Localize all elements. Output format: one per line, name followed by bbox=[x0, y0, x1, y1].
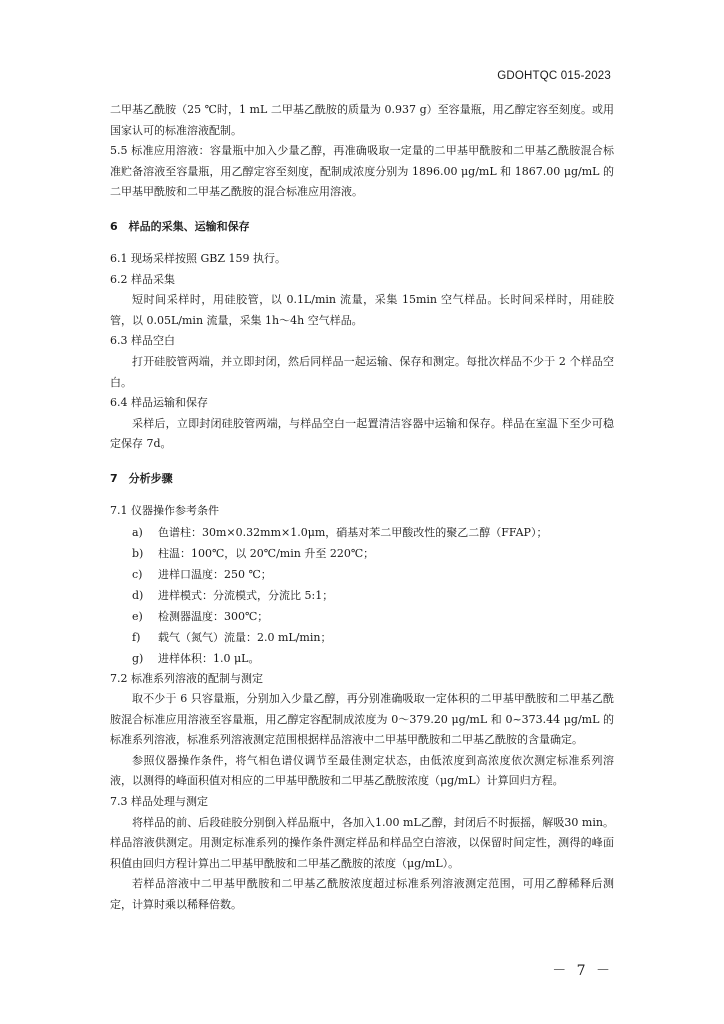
clause-6-3-title: 6.3 样品空白 bbox=[110, 334, 175, 348]
condition-text: 载气（氮气）流量：2.0 mL/min； bbox=[158, 630, 332, 644]
condition-item bbox=[110, 606, 614, 627]
condition-text: 进样模式：分流模式，分流比 5:1； bbox=[158, 588, 334, 602]
clause-7-2-title: 7.2 标准系列溶液的配制与测定 bbox=[110, 671, 263, 685]
condition-label: e) bbox=[132, 609, 143, 623]
condition-label: f) bbox=[132, 630, 141, 644]
clause-7-3-title: 7.3 样品处理与测定 bbox=[110, 795, 208, 809]
clause-5-5: 5.5 标准应用溶液：容量瓶中加入少量乙醇，再准确吸取一定量的二甲基甲酰胺和二甲基乙酰胺混合标准贮备溶液至容量瓶，用乙醇定容至刻度，配制成浓度分别为 1896.00 μg/mL 和 1867.00 μg/mL 的二甲基甲酰胺和二甲基乙酰胺的混合标准应用溶液。 bbox=[110, 144, 614, 199]
condition-item bbox=[110, 522, 614, 543]
clause-6-2-title: 6.2 样品采集 bbox=[110, 272, 175, 286]
condition-text: 进样体积：1.0 μL。 bbox=[158, 651, 260, 665]
condition-item bbox=[110, 543, 614, 564]
condition-list bbox=[110, 522, 614, 669]
clause-6-1: 6.1 现场采样按照 GBZ 159 执行。 bbox=[110, 251, 286, 265]
condition-item bbox=[110, 585, 614, 606]
condition-label: g) bbox=[132, 651, 144, 665]
condition-label: b) bbox=[132, 546, 144, 560]
clause-7-3-body-2: 若样品溶液中二甲基甲酰胺和二甲基乙酰胺浓度超过标准系列溶液测定范围，可用乙醇稀释后测定，计算时乘以稀释倍数。 bbox=[110, 877, 614, 912]
condition-label: c) bbox=[132, 567, 143, 581]
clause-6-4-title: 6.4 样品运输和保存 bbox=[110, 396, 208, 410]
condition-item bbox=[110, 648, 614, 669]
page-content bbox=[110, 100, 614, 916]
section-7-heading: 7 分析步骤 bbox=[110, 471, 173, 485]
clause-6-2-body: 短时间采样时，用硅胶管，以 0.1L/min 流量，采集 15min 空气样品。长时间采样时，用硅胶管，以 0.05L/min 流量，采集 1h～4h 空气样品。 bbox=[110, 293, 614, 327]
clause-6-3-body: 打开硅胶管两端，并立即封闭，然后同样品一起运输、保存和测定。每批次样品不少于 2 个样品空白。 bbox=[110, 354, 614, 389]
condition-item bbox=[110, 564, 614, 585]
condition-text: 检测器温度：300℃； bbox=[158, 609, 269, 623]
page-number: － 7 － bbox=[552, 963, 613, 979]
standard-code: GDOHTQC 015-2023 bbox=[497, 70, 611, 82]
clause-7-2-body-1: 取不少于 6 只容量瓶，分别加入少量乙醇，再分别准确吸取一定体积的二甲基甲酰胺和二甲基乙酰胺混合标准应用溶液至容量瓶，用乙醇定容配制成浓度为 0～379.20 μg/mL 和 0~373.44 μg/mL 的标准系列溶液，标准系列溶液测定范围根据样品溶液中二甲基甲酰胺和二甲基乙酰胺的含量确定。 bbox=[110, 692, 614, 747]
condition-label: d) bbox=[132, 588, 144, 602]
section-6-heading: 6 样品的采集、运输和保存 bbox=[110, 219, 250, 233]
clause-7-2-body-2: 参照仪器操作条件，将气相色谱仪调节至最佳测定状态，由低浓度到高浓度依次测定标准系列溶液，以测得的峰面积值对相应的二甲基甲酰胺和二甲基乙酰胺浓度（μg/mL）计算回归方程。 bbox=[110, 753, 614, 788]
condition-text: 柱温：100℃，以 20℃/min 升至 220℃； bbox=[158, 546, 375, 560]
paragraph-continued: 二甲基乙酰胺（25 ℃时，1 mL 二甲基乙酰胺的质量为 0.937 g）至容量瓶，用乙醇定容至刻度。或用国家认可的标准溶液配制。 bbox=[110, 103, 614, 137]
condition-label: a) bbox=[132, 525, 143, 539]
clause-7-3-body-1: 将样品的前、后段硅胶分别倒入样品瓶中，各加入1.00 mL乙醇，封闭后不时振摇，解吸30 min。样品溶液供测定。用测定标准系列的操作条件测定样品和样品空白溶液，以保留时间定性，测得的峰面积值由回归方程计算出二甲基甲酰胺和二甲基乙酰胺的浓度（μg/mL）。 bbox=[110, 815, 614, 870]
condition-text: 进样口温度：250 ℃； bbox=[158, 567, 272, 581]
clause-6-4-body: 采样后，立即封闭硅胶管两端，与样品空白一起置清洁容器中运输和保存。样品在室温下至少可稳定保存 7d。 bbox=[110, 416, 614, 451]
condition-text: 色谱柱：30m×0.32mm×1.0μm，硝基对苯二甲酸改性的聚乙二醇（FFAP）； bbox=[158, 525, 548, 539]
condition-item bbox=[110, 627, 614, 648]
clause-7-1-title: 7.1 仪器操作参考条件 bbox=[110, 503, 219, 517]
